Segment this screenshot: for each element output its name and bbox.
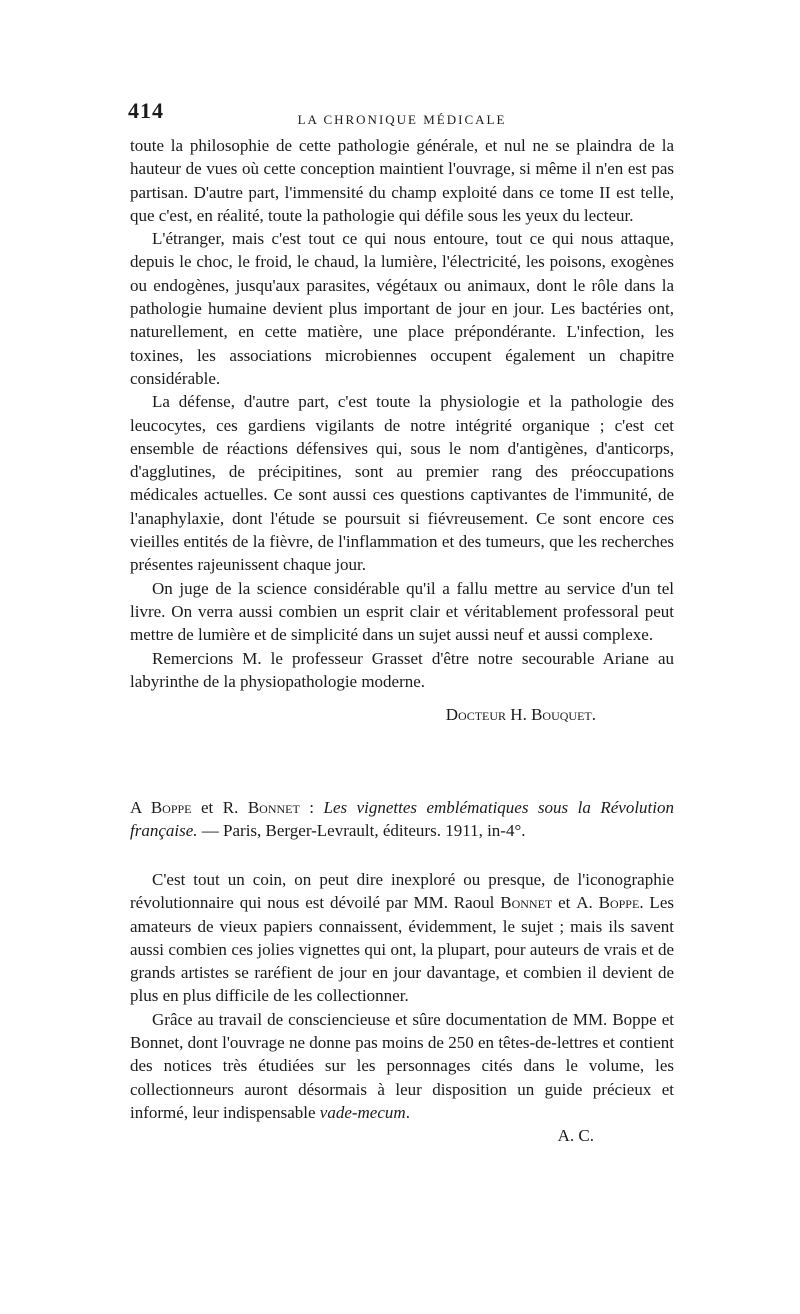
review-1-paragraph: On juge de la science considérable qu'il a fallu mettre au service d'un tel livre. On verra aussi combien un esprit clair et véritablement professoral peut mettre de lumière et de simplicité dans un sujet aussi neuf et aussi complexe. (130, 578, 674, 645)
page-header (128, 98, 676, 132)
review-1-paragraph: La défense, d'autre part, c'est toute la physiologie et la pathologie des leucocytes, ces gardiens vigilants de notre intégrité organique ; c'est cet ensemble de réactions défensives qui, sous le nom d'antigènes, d'anticorps, d'agglutines, de précipitines, sont au premier rang des préoccupations médicales actuelles. Ce sont aussi ces questions captivantes de l'immunité, de l'anaphylaxie, dont l'étude se poursuit si fiévreusement. Ce sont encore ces vieilles entités de la fièvre, de l'inflammation et des tumeurs, que les recherches présentes rajeunissent chaque jour. (130, 392, 674, 575)
author-names: R. Bonnet (222, 798, 300, 817)
review-1-signature: Docteur H. Bouquet. (445, 705, 596, 725)
book-reference (130, 796, 674, 843)
review-2-paragraph: Grâce au travail de consciencieuse et sûre documentation de MM. Boppe et Bonnet, dont l'ouvrage ne donne pas moins de 250 en têtes-de-lettres et contient des notices très étudiées sur les personnages cités dans le volume, les collectionneurs auront désormais à leur disposition un guide précieux et informé, leur indispensable vade-mecum. (130, 1009, 674, 1122)
review-2-signature: A. C. (557, 1126, 594, 1146)
review-1-paragraph: L'étranger, mais c'est tout ce qui nous entoure, tout ce qui nous attaque, depuis le choc, le froid, le chaud, la lumière, l'électricité, les poisons, exogènes ou endogènes, jusqu'aux parasites, végétaux ou animaux, dont le rôle dans la pathologie humaine devient plus important de jour en jour. Les bactéries ont, naturellement, en cette matière, une place prépondérante. L'infection, les toxines, les associations microbiennes occupent également un chapitre considérable. (130, 229, 674, 388)
book-title: Les vignettes emblématiques sous la Révolution française. (130, 798, 674, 841)
review-2-paragraph: C'est tout un coin, on peut dire inexploré ou presque, de l'iconographie révolutionnaire qui nous est dévoilé par MM. Raoul Bonnet et A. Boppe. Les amateurs de vieux papiers connaissent, évidemment, le sujet ; mais ils savent aussi combien ces jolies vignettes qui ont, la plupart, pour auteurs de vrais et de grands artistes se raréfient de jour en jour davantage, et combien il devient de plus en plus difficile de les collectionner. (130, 870, 674, 1006)
review-1-paragraph: Remercions M. le professeur Grasset d'être notre secourable Ariane au labyrinthe de la physiopathologie moderne. (130, 648, 674, 691)
review-1-paragraph: toute la philosophie de cette pathologie générale, et nul ne se plaindra de la hauteur de vues où cette conception maintient l'ouvrage, si même il n'en est pas partisan. D'autre part, l'immensité du champ exploité dans ce tome II est telle, que c'est, en réalité, toute la pathologie qui défile sous les yeux du lecteur. (130, 136, 674, 225)
separator: : (299, 798, 324, 817)
conjunction: et (200, 798, 214, 817)
review-1 (130, 134, 674, 726)
running-head: LA CHRONIQUE MÉDICALE (297, 112, 507, 127)
review-2 (130, 868, 674, 1148)
author-names: A Boppe (130, 798, 192, 817)
publisher-info: — Paris, Berger-Levrault, éditeurs. 1911, in-4°. (197, 821, 526, 841)
page-number: 414 (128, 98, 164, 123)
